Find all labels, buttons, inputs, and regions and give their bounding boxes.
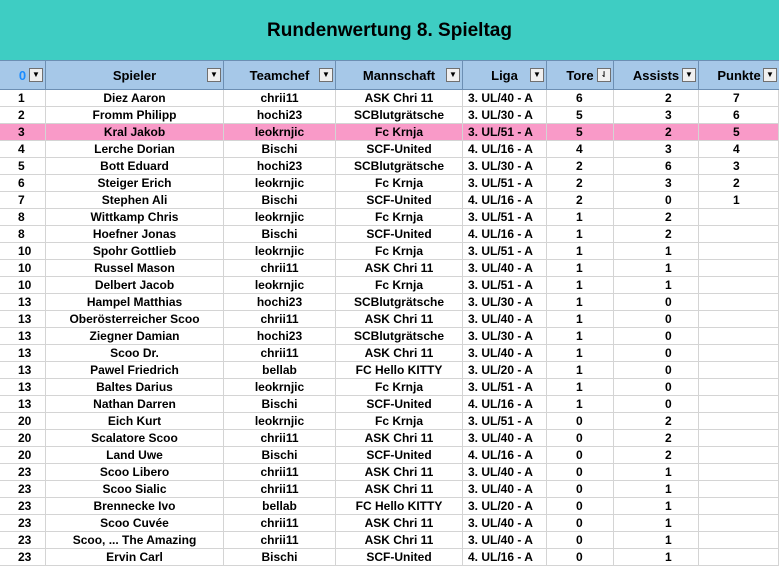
dropdown-arrow-icon[interactable]: ▼ (446, 68, 460, 82)
cell-assists[interactable]: 0 (614, 311, 699, 327)
cell-assists[interactable]: 0 (614, 192, 699, 208)
table-row[interactable] (0, 515, 779, 532)
cell-assists[interactable]: 3 (614, 175, 699, 191)
cell-punkte[interactable] (699, 209, 779, 225)
cell-rank[interactable]: 4 (0, 141, 46, 157)
cell-punkte[interactable] (699, 447, 779, 463)
cell-punkte[interactable] (699, 226, 779, 242)
cell-mannschaft[interactable]: ASK Chri 11 (336, 311, 463, 327)
cell-assists[interactable]: 2 (614, 209, 699, 225)
cell-rank[interactable]: 13 (0, 311, 46, 327)
table-row[interactable] (0, 396, 779, 413)
cell-liga[interactable]: 3. UL/20 - A (463, 498, 547, 514)
cell-mannschaft[interactable]: FC Hello KITTY (336, 498, 463, 514)
cell-teamchef[interactable]: leokrnjic (224, 175, 336, 191)
column-header-label: 0 (18, 67, 27, 83)
cell-mannschaft[interactable]: Fc Krnja (336, 124, 463, 140)
cell-liga[interactable]: 3. UL/40 - A (463, 515, 547, 531)
cell-mannschaft[interactable]: ASK Chri 11 (336, 430, 463, 446)
cell-mannschaft[interactable]: SCF-United (336, 396, 463, 412)
cell-mannschaft[interactable]: ASK Chri 11 (336, 481, 463, 497)
cell-assists[interactable]: 0 (614, 379, 699, 395)
cell-punkte[interactable] (699, 413, 779, 429)
cell-rank[interactable]: 23 (0, 481, 46, 497)
cell-tore[interactable]: 1 (547, 243, 614, 259)
cell-liga[interactable]: 4. UL/16 - A (463, 447, 547, 463)
cell-punkte[interactable] (699, 532, 779, 548)
cell-spieler[interactable]: Fromm Philipp (46, 107, 224, 123)
cell-tore[interactable]: 0 (547, 498, 614, 514)
cell-assists[interactable]: 1 (614, 464, 699, 480)
cell-rank[interactable]: 8 (0, 209, 46, 225)
cell-spieler[interactable]: Scoo Sialic (46, 481, 224, 497)
cell-tore[interactable]: 1 (547, 396, 614, 412)
cell-teamchef[interactable]: hochi23 (224, 158, 336, 174)
cell-mannschaft[interactable]: SCF-United (336, 549, 463, 565)
cell-assists[interactable]: 1 (614, 532, 699, 548)
cell-punkte[interactable]: 3 (699, 158, 779, 174)
cell-liga[interactable]: 3. UL/30 - A (463, 294, 547, 310)
cell-rank[interactable]: 2 (0, 107, 46, 123)
cell-mannschaft[interactable]: Fc Krnja (336, 277, 463, 293)
cell-tore[interactable]: 5 (547, 124, 614, 140)
cell-tore[interactable]: 0 (547, 532, 614, 548)
cell-punkte[interactable] (699, 294, 779, 310)
cell-liga[interactable]: 3. UL/51 - A (463, 243, 547, 259)
table-row[interactable] (0, 294, 779, 311)
title-bar (0, 0, 779, 61)
cell-assists[interactable]: 2 (614, 447, 699, 463)
table-row[interactable] (0, 413, 779, 430)
cell-mannschaft[interactable]: ASK Chri 11 (336, 532, 463, 548)
cell-mannschaft[interactable]: SCBlutgrätsche (336, 294, 463, 310)
table-row[interactable] (0, 430, 779, 447)
cell-tore[interactable]: 1 (547, 277, 614, 293)
cell-assists[interactable]: 2 (614, 413, 699, 429)
cell-tore[interactable]: 5 (547, 107, 614, 123)
cell-liga[interactable]: 3. UL/40 - A (463, 532, 547, 548)
table-row[interactable] (0, 311, 779, 328)
column-header-tore[interactable] (547, 61, 614, 89)
cell-mannschaft[interactable]: SCF-United (336, 141, 463, 157)
cell-liga[interactable]: 3. UL/51 - A (463, 175, 547, 191)
table-row[interactable] (0, 260, 779, 277)
cell-assists[interactable]: 2 (614, 90, 699, 106)
cell-assists[interactable]: 2 (614, 124, 699, 140)
cell-teamchef[interactable]: Bischi (224, 447, 336, 463)
table-row[interactable] (0, 328, 779, 345)
cell-spieler[interactable]: Lerche Dorian (46, 141, 224, 157)
cell-spieler[interactable]: Pawel Friedrich (46, 362, 224, 378)
table-row[interactable] (0, 226, 779, 243)
cell-spieler[interactable]: Land Uwe (46, 447, 224, 463)
cell-rank[interactable]: 23 (0, 549, 46, 565)
cell-tore[interactable]: 2 (547, 158, 614, 174)
table-header (0, 60, 779, 90)
cell-teamchef[interactable]: hochi23 (224, 107, 336, 123)
table-row[interactable] (0, 447, 779, 464)
cell-rank[interactable]: 3 (0, 124, 46, 140)
cell-liga[interactable]: 3. UL/40 - A (463, 260, 547, 276)
cell-liga[interactable]: 3. UL/20 - A (463, 362, 547, 378)
cell-rank[interactable]: 20 (0, 430, 46, 446)
column-header-label: Liga (491, 67, 518, 83)
cell-rank[interactable]: 20 (0, 413, 46, 429)
cell-mannschaft[interactable]: ASK Chri 11 (336, 464, 463, 480)
cell-rank[interactable]: 20 (0, 447, 46, 463)
cell-mannschaft[interactable]: SCF-United (336, 447, 463, 463)
cell-tore[interactable]: 2 (547, 175, 614, 191)
cell-teamchef[interactable]: chrii11 (224, 481, 336, 497)
cell-punkte[interactable]: 2 (699, 175, 779, 191)
column-header-spieler[interactable] (46, 61, 224, 89)
cell-teamchef[interactable]: Bischi (224, 396, 336, 412)
cell-rank[interactable]: 23 (0, 498, 46, 514)
cell-punkte[interactable]: 6 (699, 107, 779, 123)
cell-spieler[interactable]: Oberösterreicher Scoo (46, 311, 224, 327)
table-row[interactable] (0, 90, 779, 107)
cell-tore[interactable]: 4 (547, 141, 614, 157)
cell-liga[interactable]: 3. UL/30 - A (463, 158, 547, 174)
cell-rank[interactable]: 10 (0, 277, 46, 293)
cell-teamchef[interactable]: leokrnjic (224, 277, 336, 293)
cell-punkte[interactable] (699, 243, 779, 259)
cell-spieler[interactable]: Bott Eduard (46, 158, 224, 174)
cell-mannschaft[interactable]: SCF-United (336, 226, 463, 242)
cell-assists[interactable]: 6 (614, 158, 699, 174)
table-row[interactable] (0, 277, 779, 294)
column-header-mannschaft[interactable] (336, 61, 463, 89)
cell-punkte[interactable]: 4 (699, 141, 779, 157)
cell-punkte[interactable] (699, 362, 779, 378)
cell-spieler[interactable]: Diez Aaron (46, 90, 224, 106)
table-row[interactable] (0, 464, 779, 481)
cell-teamchef[interactable]: chrii11 (224, 90, 336, 106)
cell-mannschaft[interactable]: SCBlutgrätsche (336, 328, 463, 344)
cell-tore[interactable]: 1 (547, 345, 614, 361)
cell-assists[interactable]: 0 (614, 328, 699, 344)
cell-teamchef[interactable]: chrii11 (224, 345, 336, 361)
cell-assists[interactable]: 0 (614, 345, 699, 361)
cell-assists[interactable]: 1 (614, 277, 699, 293)
cell-liga[interactable]: 4. UL/16 - A (463, 549, 547, 565)
cell-rank[interactable]: 13 (0, 362, 46, 378)
cell-mannschaft[interactable]: Fc Krnja (336, 379, 463, 395)
cell-tore[interactable]: 1 (547, 226, 614, 242)
dropdown-arrow-icon[interactable]: ▼ (682, 68, 696, 82)
cell-teamchef[interactable]: leokrnjic (224, 243, 336, 259)
cell-rank[interactable]: 13 (0, 328, 46, 344)
cell-punkte[interactable] (699, 260, 779, 276)
cell-spieler[interactable]: Stephen Ali (46, 192, 224, 208)
cell-liga[interactable]: 3. UL/40 - A (463, 345, 547, 361)
table-row[interactable] (0, 243, 779, 260)
dropdown-arrow-icon[interactable]: ▼ (207, 68, 221, 82)
cell-teamchef[interactable]: bellab (224, 362, 336, 378)
cell-assists[interactable]: 1 (614, 260, 699, 276)
cell-liga[interactable]: 3. UL/40 - A (463, 90, 547, 106)
table-row[interactable] (0, 481, 779, 498)
table-row[interactable] (0, 362, 779, 379)
cell-rank[interactable]: 1 (0, 90, 46, 106)
cell-rank[interactable]: 23 (0, 515, 46, 531)
cell-mannschaft[interactable]: FC Hello KITTY (336, 362, 463, 378)
cell-mannschaft[interactable]: Fc Krnja (336, 175, 463, 191)
cell-assists[interactable]: 2 (614, 430, 699, 446)
cell-spieler[interactable]: Spohr Gottlieb (46, 243, 224, 259)
cell-rank[interactable]: 6 (0, 175, 46, 191)
cell-teamchef[interactable]: leokrnjic (224, 124, 336, 140)
cell-assists[interactable]: 3 (614, 107, 699, 123)
cell-punkte[interactable]: 5 (699, 124, 779, 140)
column-header-label: Punkte (717, 67, 761, 83)
column-header-label: Assists (632, 67, 680, 83)
cell-teamchef[interactable]: Bischi (224, 141, 336, 157)
cell-liga[interactable]: 3. UL/40 - A (463, 311, 547, 327)
cell-spieler[interactable]: Ziegner Damian (46, 328, 224, 344)
cell-liga[interactable]: 3. UL/30 - A (463, 328, 547, 344)
cell-liga[interactable]: 4. UL/16 - A (463, 396, 547, 412)
cell-rank[interactable]: 13 (0, 345, 46, 361)
cell-teamchef[interactable]: chrii11 (224, 532, 336, 548)
cell-spieler[interactable]: Wittkamp Chris (46, 209, 224, 225)
cell-spieler[interactable]: Scoo Libero (46, 464, 224, 480)
cell-spieler[interactable]: Kral Jakob (46, 124, 224, 140)
cell-liga[interactable]: 3. UL/40 - A (463, 430, 547, 446)
cell-spieler[interactable]: Nathan Darren (46, 396, 224, 412)
cell-assists[interactable]: 0 (614, 294, 699, 310)
cell-assists[interactable]: 1 (614, 515, 699, 531)
cell-liga[interactable]: 3. UL/40 - A (463, 481, 547, 497)
cell-teamchef[interactable]: leokrnjic (224, 209, 336, 225)
cell-spieler[interactable]: Hampel Matthias (46, 294, 224, 310)
cell-rank[interactable]: 10 (0, 243, 46, 259)
cell-teamchef[interactable]: chrii11 (224, 464, 336, 480)
cell-mannschaft[interactable]: Fc Krnja (336, 243, 463, 259)
dropdown-arrow-icon[interactable]: ▼ (530, 68, 544, 82)
cell-tore[interactable]: 1 (547, 328, 614, 344)
cell-tore[interactable]: 2 (547, 192, 614, 208)
table-row[interactable] (0, 107, 779, 124)
cell-liga[interactable]: 3. UL/51 - A (463, 124, 547, 140)
cell-punkte[interactable] (699, 277, 779, 293)
cell-punkte[interactable] (699, 345, 779, 361)
cell-tore[interactable]: 1 (547, 260, 614, 276)
cell-punkte[interactable] (699, 549, 779, 565)
cell-rank[interactable]: 5 (0, 158, 46, 174)
dropdown-arrow-icon[interactable]: ▼ (319, 68, 333, 82)
table-row[interactable] (0, 379, 779, 396)
cell-teamchef[interactable]: leokrnjic (224, 413, 336, 429)
cell-tore[interactable]: 0 (547, 481, 614, 497)
cell-rank[interactable]: 10 (0, 260, 46, 276)
cell-punkte[interactable] (699, 515, 779, 531)
cell-teamchef[interactable]: chrii11 (224, 430, 336, 446)
cell-tore[interactable]: 1 (547, 294, 614, 310)
cell-spieler[interactable]: Russel Mason (46, 260, 224, 276)
dropdown-arrow-icon[interactable]: ▼ (29, 68, 43, 82)
table-row[interactable] (0, 345, 779, 362)
cell-punkte[interactable]: 7 (699, 90, 779, 106)
table-row[interactable] (0, 175, 779, 192)
page-title: Rundenwertung 8. Spieltag (267, 20, 512, 41)
column-header-punkte[interactable] (699, 61, 779, 89)
cell-liga[interactable]: 3. UL/51 - A (463, 379, 547, 395)
dropdown-arrow-icon[interactable]: ▼ (763, 68, 777, 82)
cell-assists[interactable]: 1 (614, 549, 699, 565)
cell-spieler[interactable]: Baltes Darius (46, 379, 224, 395)
cell-spieler[interactable]: Ervin Carl (46, 549, 224, 565)
cell-teamchef[interactable]: bellab (224, 498, 336, 514)
cell-rank[interactable]: 13 (0, 379, 46, 395)
cell-liga[interactable]: 3. UL/51 - A (463, 413, 547, 429)
column-header-liga[interactable] (463, 61, 547, 89)
cell-liga[interactable]: 4. UL/16 - A (463, 141, 547, 157)
cell-teamchef[interactable]: leokrnjic (224, 379, 336, 395)
cell-liga[interactable]: 3. UL/30 - A (463, 107, 547, 123)
cell-spieler[interactable]: Hoefner Jonas (46, 226, 224, 242)
cell-tore[interactable]: 0 (547, 413, 614, 429)
cell-mannschaft[interactable]: SCBlutgrätsche (336, 107, 463, 123)
cell-liga[interactable]: 3. UL/40 - A (463, 464, 547, 480)
cell-mannschaft[interactable]: ASK Chri 11 (336, 515, 463, 531)
cell-mannschaft[interactable]: Fc Krnja (336, 413, 463, 429)
cell-punkte[interactable] (699, 328, 779, 344)
cell-rank[interactable]: 13 (0, 396, 46, 412)
cell-tore[interactable]: 1 (547, 362, 614, 378)
cell-teamchef[interactable]: Bischi (224, 226, 336, 242)
cell-assists[interactable]: 1 (614, 243, 699, 259)
column-header-label: Tore (566, 67, 594, 83)
cell-tore[interactable]: 0 (547, 430, 614, 446)
cell-assists[interactable]: 1 (614, 498, 699, 514)
cell-mannschaft[interactable]: Fc Krnja (336, 209, 463, 225)
cell-tore[interactable]: 0 (547, 549, 614, 565)
cell-spieler[interactable]: Steiger Erich (46, 175, 224, 191)
cell-punkte[interactable] (699, 430, 779, 446)
cell-rank[interactable]: 23 (0, 532, 46, 548)
table-row[interactable] (0, 209, 779, 226)
table-row[interactable] (0, 192, 779, 209)
cell-teamchef[interactable]: chrii11 (224, 260, 336, 276)
cell-rank[interactable]: 23 (0, 464, 46, 480)
cell-rank[interactable]: 7 (0, 192, 46, 208)
cell-punkte[interactable] (699, 481, 779, 497)
cell-teamchef[interactable]: Bischi (224, 549, 336, 565)
cell-assists[interactable]: 0 (614, 362, 699, 378)
table-row[interactable] (0, 141, 779, 158)
column-header-label: Mannschaft (362, 67, 436, 83)
cell-liga[interactable]: 3. UL/51 - A (463, 209, 547, 225)
cell-spieler[interactable]: Scoo Cuvée (46, 515, 224, 531)
table-row[interactable] (0, 498, 779, 515)
cell-teamchef[interactable]: chrii11 (224, 311, 336, 327)
cell-spieler[interactable]: Delbert Jacob (46, 277, 224, 293)
cell-teamchef[interactable]: hochi23 (224, 294, 336, 310)
cell-assists[interactable]: 2 (614, 226, 699, 242)
cell-punkte[interactable] (699, 464, 779, 480)
cell-tore[interactable]: 1 (547, 311, 614, 327)
cell-spieler[interactable]: Eich Kurt (46, 413, 224, 429)
cell-mannschaft[interactable]: ASK Chri 11 (336, 90, 463, 106)
cell-spieler[interactable]: Scoo Dr. (46, 345, 224, 361)
cell-teamchef[interactable]: Bischi (224, 192, 336, 208)
column-header-assists[interactable] (614, 61, 699, 89)
cell-spieler[interactable]: Brennecke Ivo (46, 498, 224, 514)
cell-rank[interactable]: 8 (0, 226, 46, 242)
cell-mannschaft[interactable]: ASK Chri 11 (336, 345, 463, 361)
cell-liga[interactable]: 4. UL/16 - A (463, 226, 547, 242)
cell-tore[interactable]: 0 (547, 515, 614, 531)
cell-spieler[interactable]: Scalatore Scoo (46, 430, 224, 446)
cell-tore[interactable]: 6 (547, 90, 614, 106)
cell-punkte[interactable] (699, 311, 779, 327)
table-row[interactable] (0, 549, 779, 566)
cell-mannschaft[interactable]: SCBlutgrätsche (336, 158, 463, 174)
cell-punkte[interactable] (699, 379, 779, 395)
cell-tore[interactable]: 1 (547, 379, 614, 395)
column-header-label: Spieler (112, 67, 157, 83)
table-body (0, 90, 779, 566)
cell-teamchef[interactable]: chrii11 (224, 515, 336, 531)
cell-tore[interactable]: 1 (547, 209, 614, 225)
cell-punkte[interactable] (699, 396, 779, 412)
column-header-teamchef[interactable] (224, 61, 336, 89)
cell-punkte[interactable]: 1 (699, 192, 779, 208)
table-row[interactable] (0, 158, 779, 175)
cell-mannschaft[interactable]: ASK Chri 11 (336, 260, 463, 276)
column-header-label: Teamchef (249, 67, 310, 83)
cell-assists[interactable]: 0 (614, 396, 699, 412)
cell-rank[interactable]: 13 (0, 294, 46, 310)
cell-mannschaft[interactable]: SCF-United (336, 192, 463, 208)
cell-teamchef[interactable]: hochi23 (224, 328, 336, 344)
table-row[interactable] (0, 532, 779, 549)
cell-assists[interactable]: 1 (614, 481, 699, 497)
table-row-highlighted[interactable] (0, 124, 779, 141)
cell-punkte[interactable] (699, 498, 779, 514)
sort-descending-icon[interactable]: ⇃ (597, 68, 611, 82)
cell-tore[interactable]: 0 (547, 447, 614, 463)
cell-spieler[interactable]: Scoo, ... The Amazing (46, 532, 224, 548)
cell-tore[interactable]: 0 (547, 464, 614, 480)
column-header-rank[interactable] (0, 61, 46, 89)
cell-assists[interactable]: 3 (614, 141, 699, 157)
cell-liga[interactable]: 4. UL/16 - A (463, 192, 547, 208)
cell-liga[interactable]: 3. UL/51 - A (463, 277, 547, 293)
